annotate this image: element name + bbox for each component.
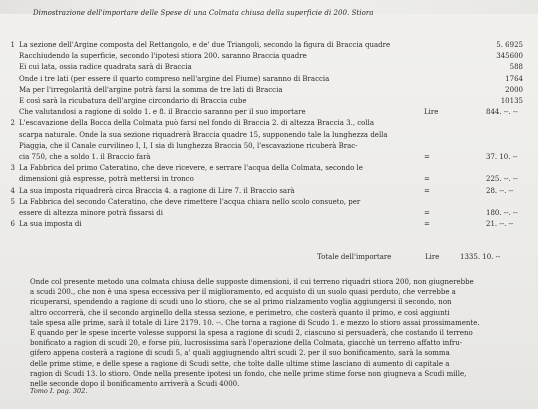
cost-line — [0, 74, 538, 85]
paragraph-line: altro occorrerà, che il secondo arginello della stessa sezione, e perimetro, che costerà quanto il primo, e così aggiunti — [30, 308, 450, 317]
equals-sign: = — [424, 153, 430, 161]
item-text: La sua imposta di — [19, 220, 82, 229]
footer-note: Tomo I. pag. 302. — [30, 387, 88, 395]
total-label: Totale dell'importare — [317, 253, 392, 261]
item-text: cia 750, che a soldo 1. il Braccio farà — [19, 153, 151, 161]
amount-value: 225. --. -- — [486, 175, 518, 184]
quantity-value: 1764 — [505, 74, 523, 83]
equals-sign: = — [424, 209, 430, 217]
item-number: 4 — [10, 186, 15, 195]
item-text: dimensioni già espresse, potrà mettersi in tronco — [19, 175, 194, 184]
amount-value: 844. --. -- — [486, 108, 518, 117]
cost-line — [0, 107, 538, 118]
item-text: E così sarà la ricubatura dell'argine circondario di Braccia cube — [19, 97, 247, 105]
paragraph-line: a scudi 200., che non è una spesa eccessiva per il miglioramento, ed acquisto di un suolo quasi perduto, che verrebbe a — [30, 288, 456, 297]
cost-line — [0, 197, 538, 208]
cost-line — [0, 163, 538, 174]
total-currency: Lire — [425, 253, 440, 261]
paragraph-line: tale spesa alle prime, sarà il totale di Lire 2179. 10. --. Che torna a ragione di Scudo 1. e mezzo lo stioro assai prossimamente. — [30, 318, 480, 327]
item-number: 2 — [10, 119, 15, 128]
cost-line — [0, 62, 538, 73]
cost-line — [0, 130, 538, 141]
total-value: 1335. 10. -- — [460, 253, 501, 261]
paragraph-line: Onde col presente metodo una colmata chiusa delle supposte dimensioni, il cui terreno riquadri stiora 200, non giugnerebbe — [30, 278, 474, 286]
paragraph-line: E quando per le spese incerte volesse supporsi la spesa a ragione di scudi 2, ciascuno si persuaderà, che costando il terreno — [30, 329, 473, 337]
equals-sign: = — [424, 175, 430, 184]
cost-line — [0, 40, 538, 51]
equals-sign: = — [424, 186, 430, 195]
document-title: Dimostrazione dell'importare delle Spese di una Colmata chiusa della superficie di 200. Stiora — [33, 9, 374, 17]
amount-value: 37. 10. -- — [486, 153, 518, 161]
paragraph-line: ricuperarsi, spendendo a ragione di scudi uno lo stioro, che se al primo rialzamento voglia aggiungersi il secondo, non — [30, 298, 452, 307]
item-text: scarpa naturale. Onde la sua sezione riquadrerà Braccia quadre 15, supponendo tale la lunghezza della — [19, 130, 388, 139]
item-text: La Fabbrica del primo Cateratino, che deve ricevere, e serrare l'acqua della Colmata, secondo le — [19, 164, 363, 173]
item-text: Piaggia, che il Canale curvilineo I, I, I sia di lunghezza Braccia 50, l'escavazione ricuberà Brac- — [19, 141, 358, 150]
quantity-value: 10135 — [500, 97, 523, 105]
cost-line — [0, 85, 538, 96]
quantity-value: 588 — [509, 63, 523, 72]
total-row — [317, 253, 501, 261]
quantity-value: 345600 — [496, 52, 523, 61]
item-text: Ei cui lata, ossia radice quadrata sarà di Braccia — [19, 63, 192, 72]
currency-label: Lire — [424, 108, 439, 117]
item-number: 1 — [10, 41, 15, 49]
cost-line — [0, 96, 538, 107]
item-text: Ma per l'irregolarità dell'argine potrà farsi la somma de tre lati di Braccia — [19, 85, 283, 94]
item-number: 5 — [10, 197, 15, 206]
item-text: Che valutandosi a ragione di soldo 1. e 8. il Braccio saranno per il suo importare — [19, 108, 306, 117]
amount-value: 28. --. -- — [486, 186, 514, 195]
paragraph-line: ragion di Scudi 13. lo stioro. Onde nella presente ipotesi un fondo, che nelle prime stime forse non giugneva a Scudi mille, — [30, 369, 467, 378]
item-text: La sezione dell'Argine composta del Rettangolo, e de' due Triangoli, secondo la figura di Braccia quadre — [19, 41, 391, 49]
cost-line — [0, 174, 538, 185]
cost-line — [0, 219, 538, 230]
cost-line — [0, 51, 538, 62]
cost-line — [0, 186, 538, 197]
item-text: La sua imposta riquadrerà circa Braccia 4. a ragione di Lire 7. il Braccio sarà — [19, 186, 295, 195]
paragraph-line: gifero appena costerà a ragione di scudi 5, a' quali aggiugnendo altri scudi 2. per il suo bonificamento, sarà la somma — [30, 349, 450, 358]
cost-line — [0, 118, 538, 129]
item-number: 6 — [10, 220, 15, 229]
item-text: essere di altezza minore potrà fissarsi di — [19, 209, 163, 217]
item-number: 3 — [10, 164, 15, 173]
item-text: Racchiudendo la superficie, secondo l'ipotesi stiora 200. saranno Braccia quadre — [19, 52, 307, 61]
quantity-value: 5. 6925 — [496, 41, 523, 49]
paragraph-line: delle prime stime, e delle spese a ragione di Scudi sette, che tolte dalle ultime stime lasciano di aumento di capitale a — [30, 359, 450, 368]
equals-sign: = — [424, 220, 430, 229]
amount-value: 21. --. -- — [486, 220, 514, 229]
item-text: Onde i tre lati (per essere il quarto compreso nell'argine del Fiume) saranno di Braccia — [19, 74, 330, 83]
paragraph-line: nelle seconde dopo il bonificamento arriverà a Scudi 4000. — [30, 380, 240, 388]
cost-line — [0, 208, 538, 219]
item-text: La Fabbrica del secondo Cateratino, che deve rimettere l'acqua chiara nello scolo consueto, per — [19, 197, 361, 206]
amount-value: 180. --. -- — [486, 209, 518, 217]
cost-line — [0, 141, 538, 152]
quantity-value: 2000 — [505, 85, 523, 94]
cost-line — [0, 152, 538, 163]
paragraph-line: bonificato a ragion di scudi 20, e forse più, lucrosissima sarà l'operazione della Colmata, giacchè un terreno affatto infru- — [30, 339, 463, 348]
item-text: L'escavazione della Bocca della Colmata può farsi nel fondo di Braccia 2. di altezza Braccia 3., colla — [19, 119, 375, 128]
